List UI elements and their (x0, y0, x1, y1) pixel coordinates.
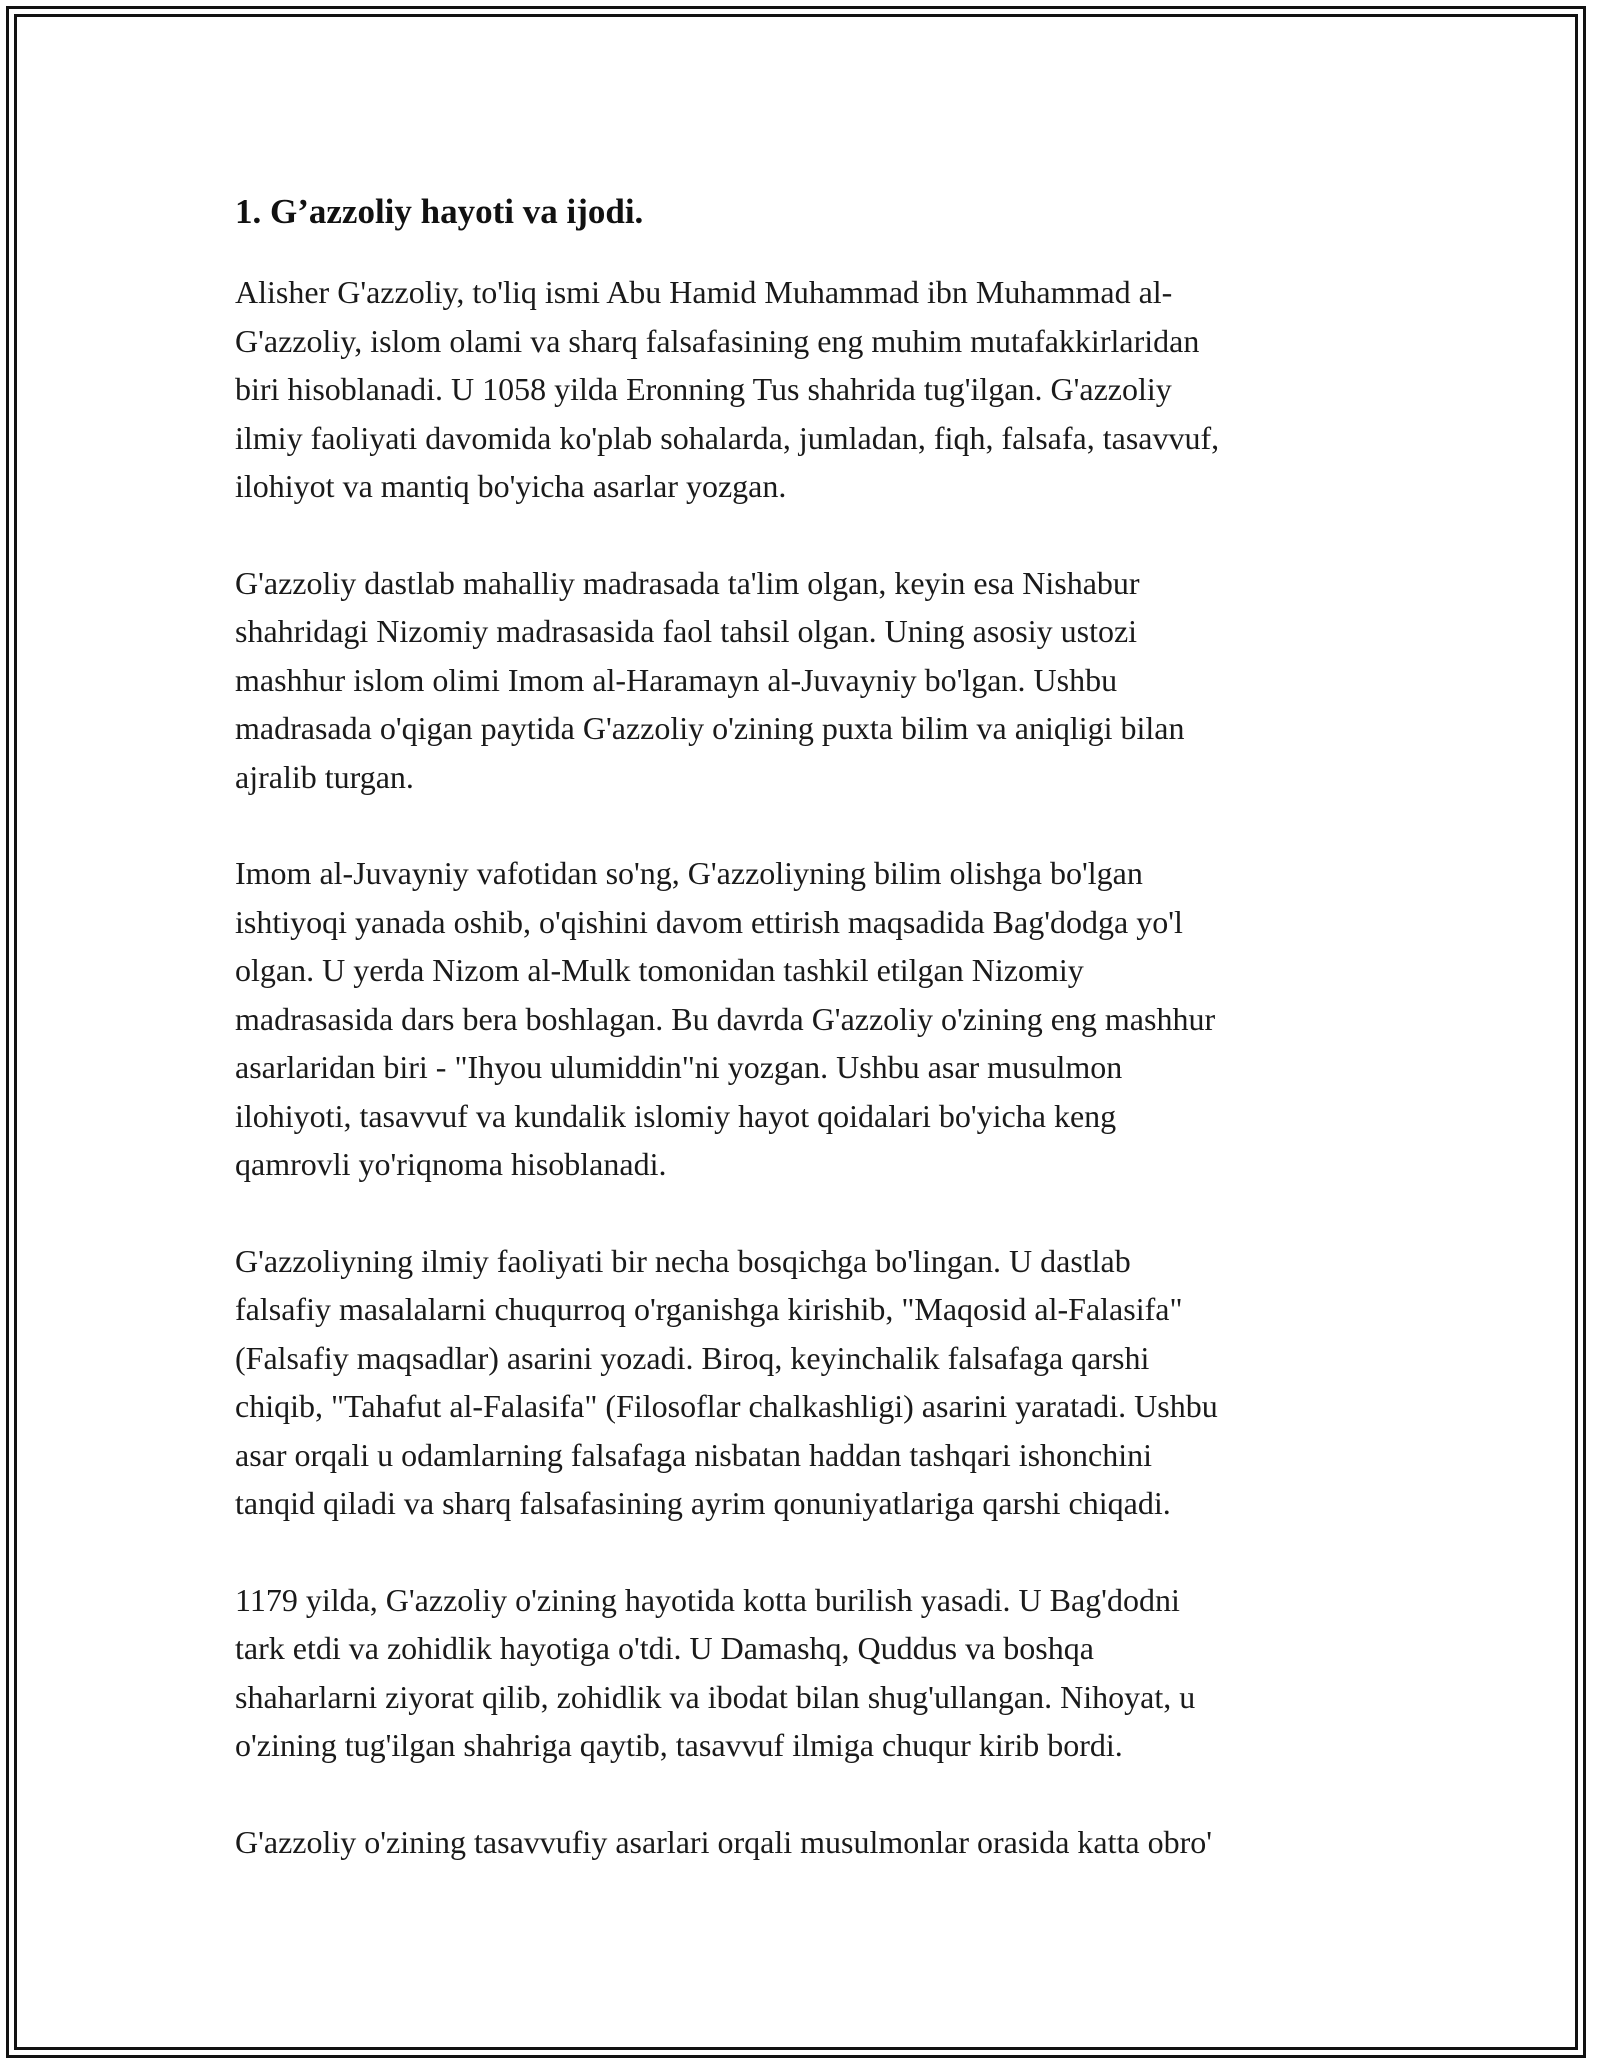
text-line: tark etdi va zohidlik hayotiga o'tdi. U Damashq, Quddus va boshqa (235, 1630, 1094, 1666)
text-line: chiqib, "Tahafut al-Falasifa" (Filosoflar chalkashligi) asarini yaratadi. Ushbu (235, 1388, 1218, 1424)
paragraph-4 (235, 1237, 1375, 1528)
paragraph-3 (235, 849, 1375, 1189)
text-line: shaharlarni ziyorat qilib, zohidlik va ibodat bilan shug'ullangan. Nihoyat, u (235, 1678, 1196, 1715)
text-line: tanqid qiladi va sharq falsafasining ayrim qonuniyatlariga qarshi chiqadi. (235, 1485, 1171, 1521)
text-line: ajralib turgan. (235, 758, 414, 795)
text-line: G'azzoliy o'zining tasavvufiy asarlari orqali musulmonlar orasida katta obro' (235, 1823, 1212, 1860)
section-heading: 1. G’azzoliy hayoti va ijodi. (235, 192, 644, 231)
text-line: ishtiyoqi yanada oshib, o'qishini davom ettirish maqsadida Bag'dodga yo'l (235, 903, 1183, 940)
text-line: o'zining tug'ilgan shahriga qaytib, tasavvuf ilmiga chuqur kirib bordi. (235, 1727, 1123, 1763)
text-line: asarlaridan biri - "Ihyou ulumiddin"ni yozgan. Ushbu asar musulmon (235, 1049, 1123, 1085)
text-line: qamrovli yo'riqnoma hisoblanadi. (235, 1146, 667, 1182)
paragraph-2 (235, 559, 1375, 802)
text-line: ilohiyot va mantiq bo'yicha asarlar yozgan. (235, 468, 787, 504)
text-line: asar orqali u odamlarning falsafaga nisbatan haddan tashqari ishonchini (235, 1436, 1153, 1473)
text-line: olgan. U yerda Nizom al-Mulk tomonidan tashkil etilgan Nizomiy (235, 952, 1084, 988)
text-line: (Falsafiy maqsadlar) asarini yozadi. Biroq, keyinchalik falsafaga qarshi (235, 1339, 1150, 1376)
text-line: Alisher G'azzoliy, to'liq ismi Abu Hamid Muhammad ibn Muhammad al- (235, 274, 1173, 310)
text-line: falsafiy masalalarni chuqurroq o'rganishga kirishib, "Maqosid al-Falasifa" (235, 1291, 1183, 1327)
text-line: ilmiy faoliyati davomida ko'plab sohalarda, jumladan, fiqh, falsafa, tasavvuf, (235, 419, 1220, 456)
text-line: G'azzoliyning ilmiy faoliyati bir necha bosqichga bo'lingan. U dastlab (235, 1242, 1131, 1279)
paragraph-6 (235, 1818, 1375, 1867)
text-line: ilohiyoti, tasavvuf va kundalik islomiy hayot qoidalari bo'yicha keng (235, 1097, 1117, 1134)
paragraph-5 (235, 1576, 1375, 1770)
text-line: G'azzoliy, islom olami va sharq falsafasining eng muhim mutafakkirlaridan (235, 322, 1200, 359)
text-line: madrasada o'qigan paytida G'azzoliy o'zining puxta bilim va aniqligi bilan (235, 710, 1185, 746)
text-line: biri hisoblanadi. U 1058 yilda Eronning Tus shahrida tug'ilgan. G'azzoliy (235, 371, 1172, 407)
text-line: Imom al-Juvayniy vafotidan so'ng, G'azzoliyning bilim olishga bo'lgan (235, 855, 1143, 891)
text-line: mashhur islom olimi Imom al-Haramayn al-Juvayniy bo'lgan. Ushbu (235, 661, 1118, 698)
document-body (235, 190, 1375, 1914)
text-line: madrasasida dars bera boshlagan. Bu davrda G'azzoliy o'zining eng mashhur (235, 1000, 1216, 1037)
text-line: 1179 yilda, G'azzoliy o'zining hayotida kotta burilish yasadi. U Bag'dodni (235, 1581, 1180, 1618)
text-line: G'azzoliy dastlab mahalliy madrasada ta'lim olgan, keyin esa Nishabur (235, 564, 1140, 601)
text-line: shahridagi Nizomiy madrasasida faol tahsil olgan. Uning asosiy ustozi (235, 613, 1138, 649)
paragraph-1 (235, 268, 1375, 511)
